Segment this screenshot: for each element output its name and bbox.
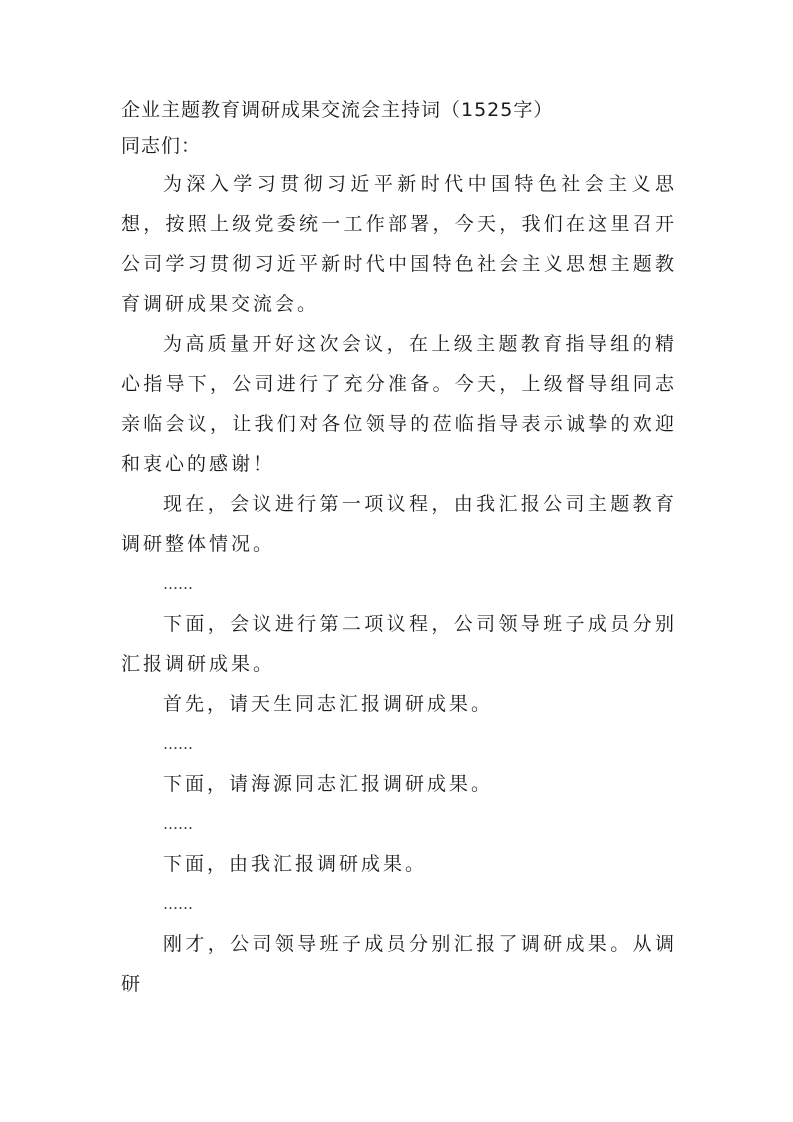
greeting: 同志们： (121, 135, 202, 157)
ellipsis: …… (163, 895, 193, 913)
paragraph-host-report: 下面，由我汇报调研成果。 (163, 853, 428, 875)
paragraph-preparation: 为高质量开好这次会议，在上级主题教育指导组的精心指导下，公司进行了充分准备。今天，上级督导组同志亲临会议，让我们对各位领导的莅临指导表示诚挚的欢迎和衷心的感谢！ (121, 333, 677, 475)
paragraph-agenda-two: 下面，会议进行第二项议程，公司领导班子成员分别汇报调研成果。 (121, 613, 677, 675)
paragraph-summary: 刚才，公司领导班子成员分别汇报了调研成果。从调研 (121, 933, 677, 995)
paragraph-second-report: 下面，请海源同志汇报调研成果。 (163, 773, 494, 795)
ellipsis: …… (163, 815, 193, 833)
paragraph-intro: 为深入学习贯彻习近平新时代中国特色社会主义思想，按照上级党委统一工作部署，今天，我们在这里召开公司学习贯彻习近平新时代中国特色社会主义思想主题教育调研成果交流会。 (121, 173, 677, 315)
ellipsis: …… (163, 735, 193, 753)
paragraph-first-report: 首先，请天生同志汇报调研成果。 (163, 693, 494, 715)
document-body (121, 92, 677, 1004)
document-title: 企业主题教育调研成果交流会主持词（1525字） (121, 99, 554, 121)
paragraph-agenda-one: 现在，会议进行第一项议程，由我汇报公司主题教育调研整体情况。 (121, 493, 677, 555)
ellipsis: …… (163, 575, 193, 593)
